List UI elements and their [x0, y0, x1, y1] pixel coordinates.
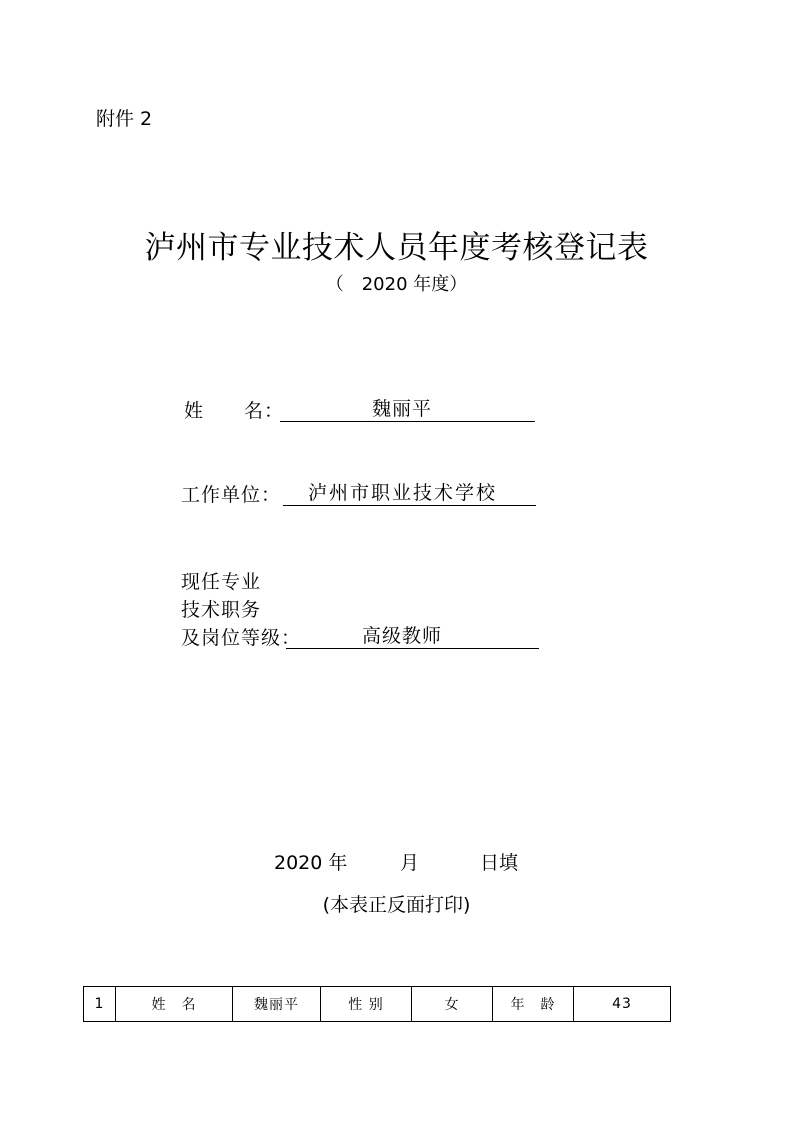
table-cell-name-value: 魏丽平 [233, 987, 321, 1022]
table-cell-age-label: 年 龄 [493, 987, 574, 1022]
table-cell-name-label: 姓 名 [116, 987, 233, 1022]
fill-date-day: 日填 [480, 852, 519, 874]
table-cell-age-value: 43 [574, 987, 671, 1022]
fill-date-month: 月 [400, 852, 420, 874]
table-cell-index: 1 [84, 987, 116, 1022]
fill-date-year: 2020 年 [274, 852, 348, 874]
info-table [83, 986, 671, 1022]
table-cell-gender-value: 女 [412, 987, 493, 1022]
name-label-part1: 姓 [184, 400, 205, 422]
position-label-line1: 现任专业 [181, 571, 262, 593]
work-unit-label: 工作单位： [181, 484, 282, 506]
print-note: (本表正反面打印) [322, 894, 471, 916]
name-label [184, 396, 284, 423]
position-field[interactable]: 高级教师 [286, 623, 539, 649]
work-unit-field[interactable]: 泸州市职业技术学校 [283, 480, 536, 506]
name-field[interactable]: 魏丽平 [280, 396, 535, 422]
table-row [84, 987, 671, 1022]
position-label-line3: 及岗位等级： [181, 627, 302, 649]
position-label-line2: 技术职务 [181, 599, 262, 621]
attachment-label: 附件 2 [96, 108, 153, 130]
table-cell-gender-label: 性 别 [321, 987, 412, 1022]
page-title: 泸州市专业技术人员年度考核登记表 [144, 230, 649, 266]
year-subtitle: （ 2020 年度） [325, 274, 468, 295]
name-label-part2: 名： [244, 400, 285, 422]
